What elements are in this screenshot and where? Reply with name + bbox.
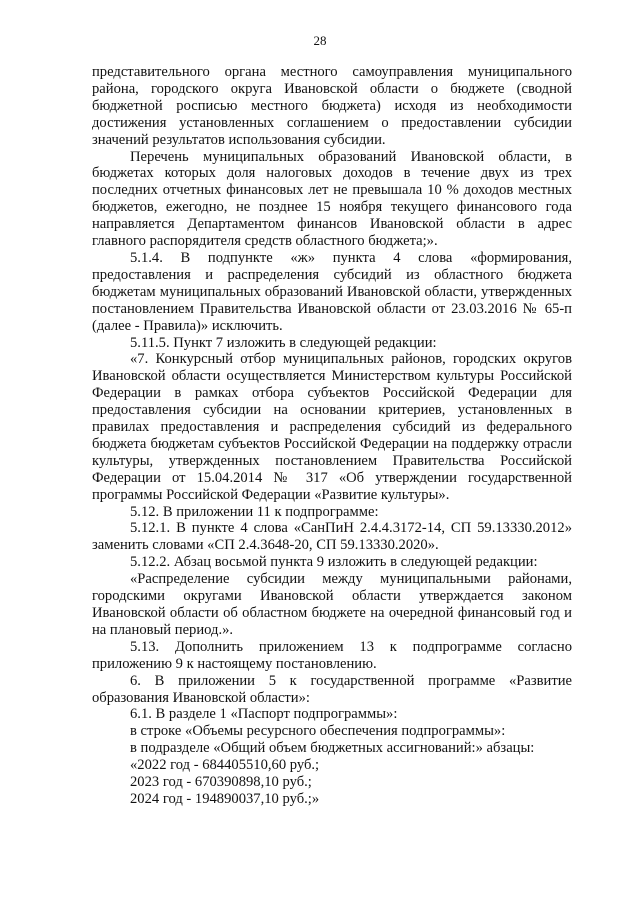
paragraph: 2023 год - 670390898,10 руб.; <box>130 774 312 791</box>
paragraph: «2022 год - 684405510,60 руб.; <box>130 757 320 774</box>
paragraph: 2024 год - 194890037,10 руб.;» <box>130 790 320 807</box>
paragraph: представительного органа местного самоуправления муниципального района, городского округа Ивановской области о бюджете (сводной бюджетной росписью местного бюджета) исходя из необходимости достижения установленных соглашением о предоставлении субсидии значений результатов использования субсидии. <box>92 64 572 148</box>
document-body <box>92 64 572 808</box>
paragraph: в подразделе «Общий объем бюджетных ассигнований:» абзацы: <box>130 740 535 757</box>
page-number: 28 <box>313 33 327 48</box>
paragraph: 6.1. В разделе 1 «Паспорт подпрограммы»: <box>130 706 398 723</box>
paragraph: 5.12. В приложении 11 к подпрограмме: <box>130 503 379 520</box>
paragraph: 5.12.1. В пункте 4 слова «СанПиН 2.4.4.3172-14, СП 59.13330.2012» заменить словами «СП 2.4.3648-20, СП 59.13330.2020». <box>92 520 572 554</box>
paragraph: 5.12.2. Абзац восьмой пункта 9 изложить в следующей редакции: <box>130 554 538 571</box>
paragraph: 5.11.5. Пункт 7 изложить в следующей редакции: <box>130 334 437 351</box>
paragraph: 5.1.4. В подпункте «ж» пункта 4 слова «формирования, предоставления и распределения субсидий из областного бюджета бюджетам муниципальных образований Ивановской области, утвержденных постановлением Правительства Ивановской области от 23.03.2016 № 65-п (далее - Правила)» исключить. <box>92 249 572 334</box>
paragraph: Перечень муниципальных образований Ивановской области, в бюджетах которых доля налоговых доходов в течение двух из трех последних отчетных финансовых лет не превышала 10 % доходов местных бюджетов, ежегодно, не позднее 15 ноября текущего финансового года направляется Департаментом финансов Ивановской области в адрес главного распорядителя средств областного бюджета;». <box>92 148 572 250</box>
paragraph: «Распределение субсидии между муниципальными районами, городскими округами Ивановской области утверждается законом Ивановской области об областном бюджете на очередной финансовый год и на плановый период.». <box>92 571 572 638</box>
paragraph: 6. В приложении 5 к государственной программе «Развитие образования Ивановской области»: <box>92 672 572 706</box>
paragraph: «7. Конкурсный отбор муниципальных районов, городских округов Ивановской области осуществляется Министерством культуры Российской Федерации в рамках отбора субъектов Российской Федерации для предоставления субсидии на основании критериев, установленных в правилах предоставления и распределения субсидий из федерального бюджета бюджетам субъектов Российской Федерации на поддержку отрасли культуры, утвержденных постановлением Правительства Российской Федерации от 15.04.2014 № 317 «Об утверждении государственной программы Российской Федерации «Развитие культуры». <box>92 351 572 503</box>
paragraph: в строке «Объемы ресурсного обеспечения подпрограммы»: <box>130 723 506 740</box>
paragraph: 5.13. Дополнить приложением 13 к подпрограмме согласно приложению 9 к настоящему постановлению. <box>92 638 572 672</box>
